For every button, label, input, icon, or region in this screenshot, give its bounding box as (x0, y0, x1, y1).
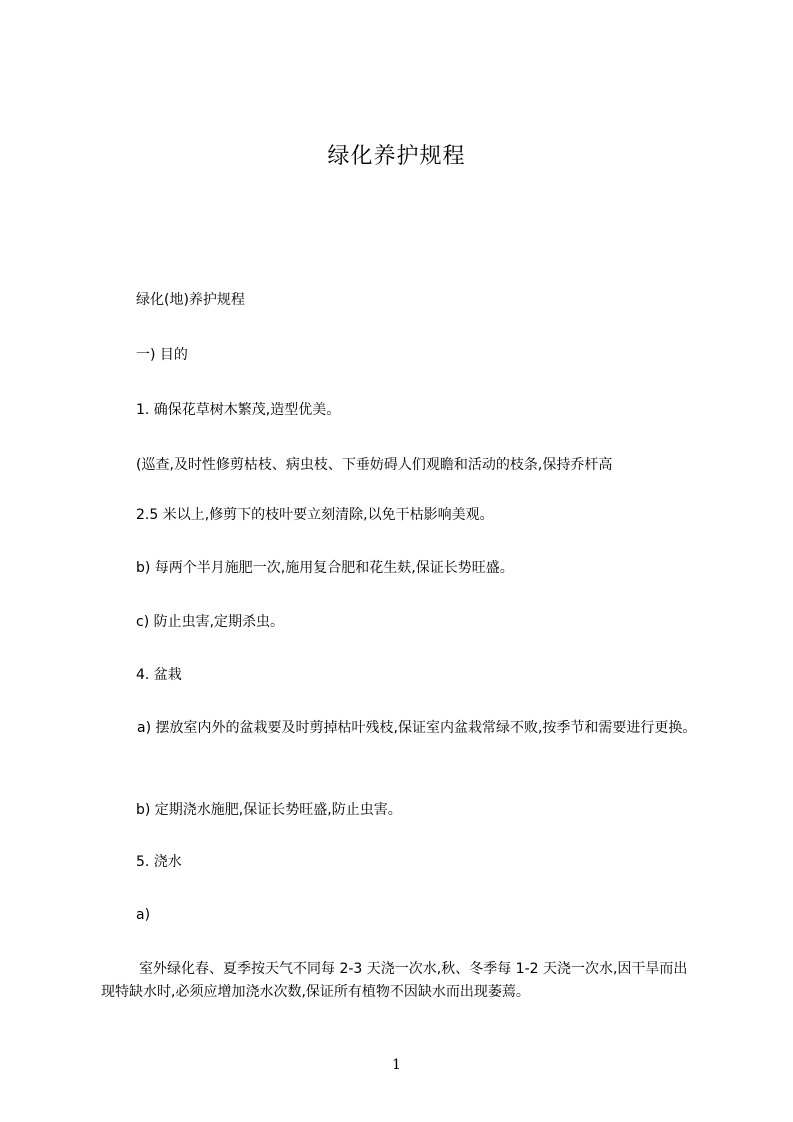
document-title: 绿化养护规程 (327, 144, 466, 169)
watering-paragraph-text: 室外绿化春、夏季按天气不同每 2-3 天浇一次水,秋、冬季每 1-2 天浇一次水,因干旱而出现特缺水时,必须应增加浇水次数,保证所有植物不因缺水而出现萎蔫。 (101, 961, 688, 1000)
potted-paragraph-a-text: a) 摆放室内外的盆栽要及时剪掉枯叶残枝,保证室内盆栽常绿不败,按季节和需要进行更换。 (137, 720, 697, 736)
item-c-pest: c) 防止虫害,定期杀虫。 (136, 614, 285, 630)
potted-item-b: b) 定期浇水施肥,保证长势旺盛,防止虫害。 (136, 802, 402, 818)
pruning-text-cont: 2.5 米以上,修剪下的枝叶要立刻清除,以免干枯影响美观。 (136, 507, 494, 523)
purpose-heading: 一) 目的 (136, 347, 188, 363)
item-4-potted: 4. 盆栽 (136, 667, 182, 683)
pruning-text: (巡查,及时性修剪枯枝、病虫枝、下垂妨碍人们观瞻和活动的枝条,保持乔杆高 (136, 457, 613, 473)
item-5-watering: 5. 浇水 (136, 854, 182, 870)
watering-item-a: a) (136, 907, 151, 923)
section-heading: 绿化(地)养护规程 (136, 292, 245, 308)
watering-paragraph (101, 958, 701, 1004)
item-1: 1. 确保花草树木繁茂,造型优美。 (136, 402, 341, 418)
item-b-fertilize: b) 每两个半月施肥一次,施用复合肥和花生麸,保证长势旺盛。 (136, 560, 514, 576)
page-number: 1 (392, 1057, 401, 1073)
potted-paragraph-a (101, 717, 701, 740)
